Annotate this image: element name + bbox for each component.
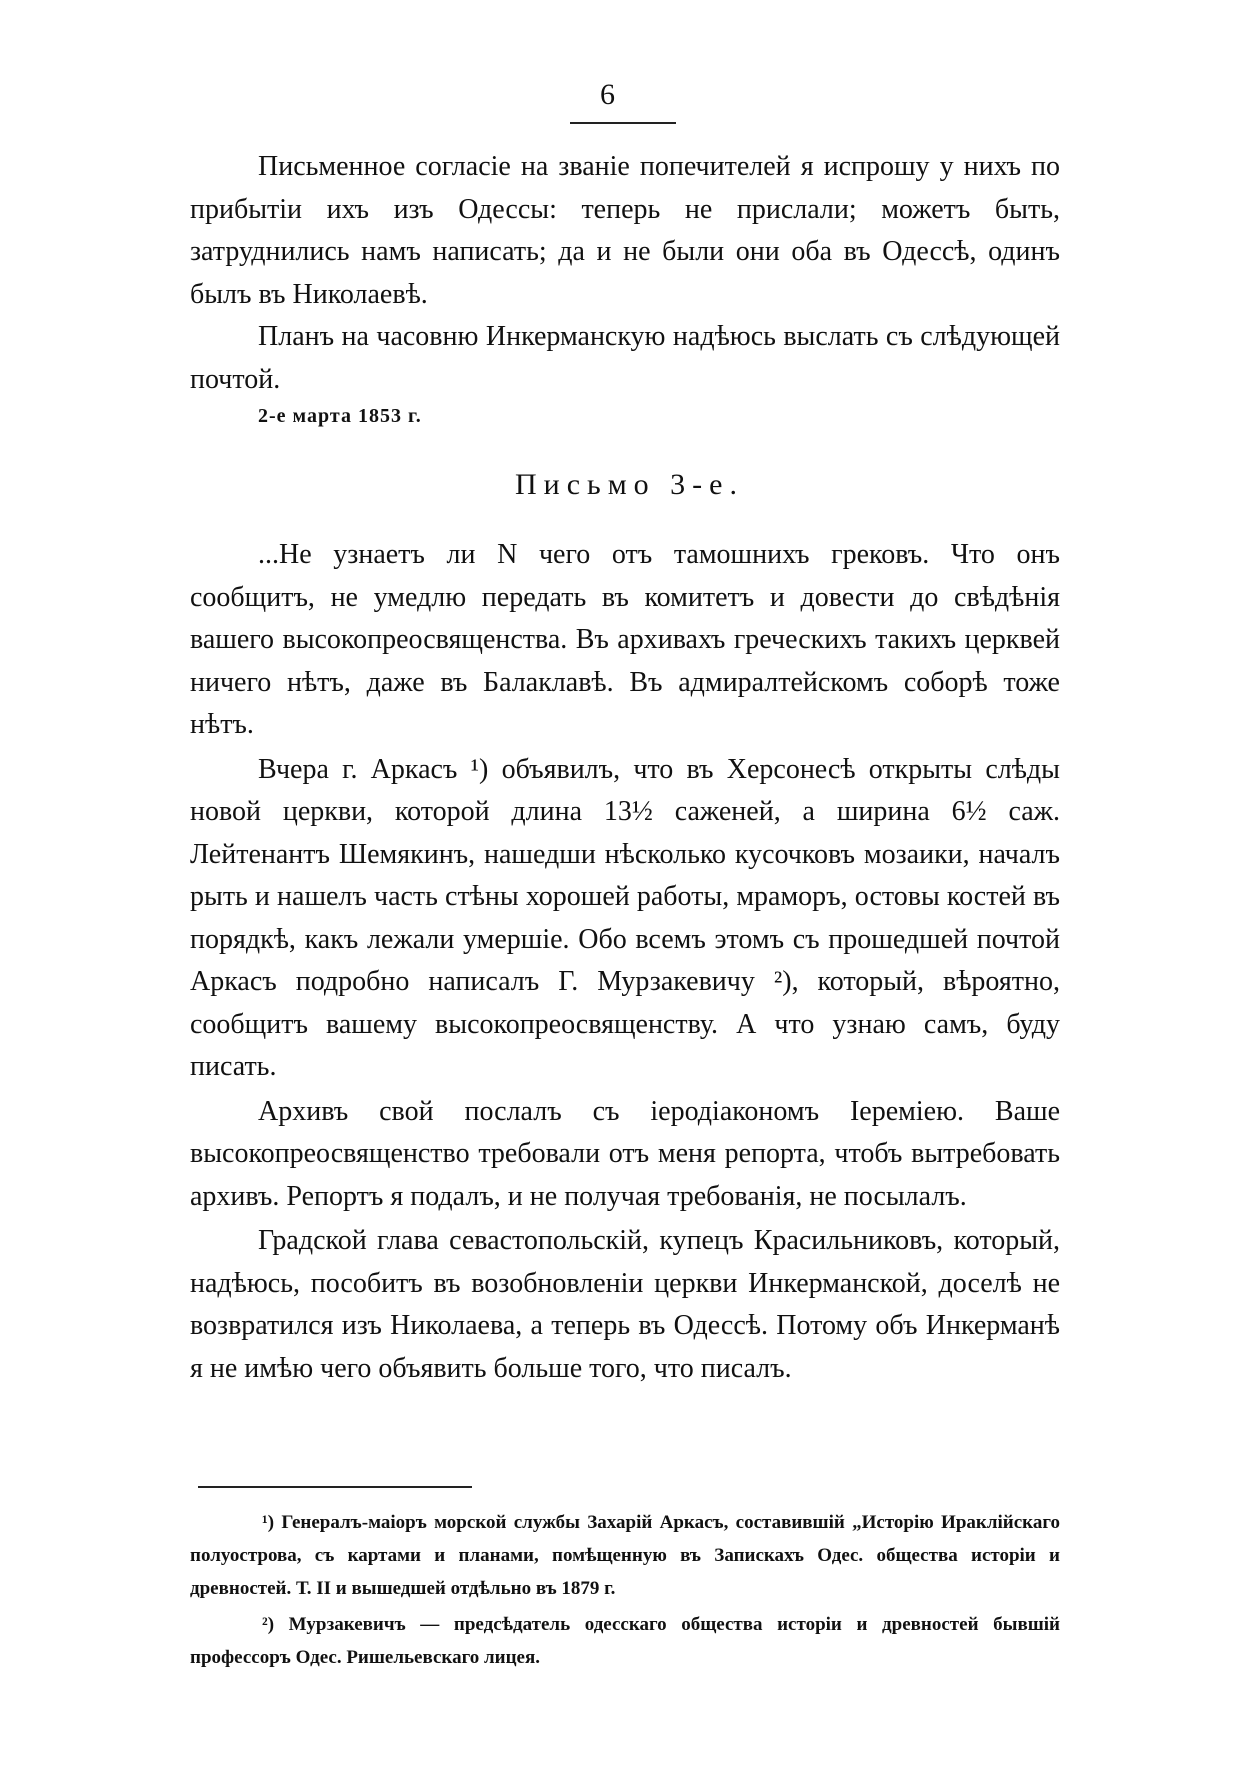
letter-heading: Письмо 3-е. [514,468,744,501]
paragraph: ...Не узнаетъ ли N чего отъ тамошнихъ грековъ. Что онъ сообщитъ, не умедлю передать въ комитетъ и довести до свѣдѣнія вашего высокопреосвященства. Въ архивахъ греческихъ такихъ церквей ничего нѣтъ, даже въ Балаклавѣ. Въ адмиралтейскомъ соборѣ тоже нѣтъ. [190,539,1060,740]
paragraph: Письменное согласіе на званіе попечителей я испрошу у нихъ по прибытіи ихъ изъ Одессы: теперь не прислали; можетъ быть, затруднились намъ написать; да и не были они оба въ Одессѣ, одинъ былъ въ Николаевѣ. [190,151,1060,310]
paragraph: Вчера г. Аркасъ ¹) объявилъ, что въ Херсонесѣ открыты слѣды новой церкви, которой длина 13½ саженей, а ширина 6½ саж. Лейтенантъ Шемякинъ, нашедши нѣсколько кусочковъ мозаики, началъ рыть и нашелъ часть стѣны хорошей работы, мраморъ, остовы костей въ порядкѣ, какъ лежали умершіе. Обо всемъ этомъ съ прошедшей почтой Аркасъ подробно написалъ Г. Мурзакевичу ²), который, вѣроятно, сообщитъ вашему высокопреосвященству. А что узнаю самъ, буду писать. [190,753,1060,1082]
paragraph: Архивъ свой послалъ съ іеродіакономъ Іереміею. Ваше высокопреосвященство требовали отъ меня репорта, чтобъ вытребовать архивъ. Репортъ я подалъ, и не получая требованія, не посылалъ. [190,1095,1060,1212]
footnote-rule [198,1486,472,1488]
paragraph: Планъ на часовню Инкерманскую надѣюсь выслать съ слѣдующей почтой. [190,321,1060,395]
letter-date: 2-е марта 1853 г. [258,405,422,427]
letter-3-body [190,534,1060,1392]
letter-2-ending [190,146,1060,401]
paragraph: Градской глава севастопольскій, купецъ Красильниковъ, который, надѣюсь, пособитъ въ возобновленіи церкви Инкерманской, доселѣ не возвратился изъ Николаева, а теперь въ Одессѣ. Потому объ Инкерманѣ я не имѣю чего объявить больше того, что писалъ. [190,1225,1060,1384]
footnote: ²) Мурзакевичъ — предсѣдатель одесскаго общества исторіи и древностей бывшій профессоръ Одес. Ришельевскаго лицея. [190,1614,1060,1668]
header-rule [570,122,676,124]
footnotes [190,1506,1060,1674]
page-number: 6 [600,78,615,111]
footnote: ¹) Генералъ-маіоръ морской службы Захарій Аркасъ, составившій „Исторію Ираклійскаго полуострова, съ картами и планами, помѣщенную въ Запискахъ Одес. общества исторіи и древностей. Т. II и вышедшей отдѣльно въ 1879 г. [190,1512,1060,1599]
